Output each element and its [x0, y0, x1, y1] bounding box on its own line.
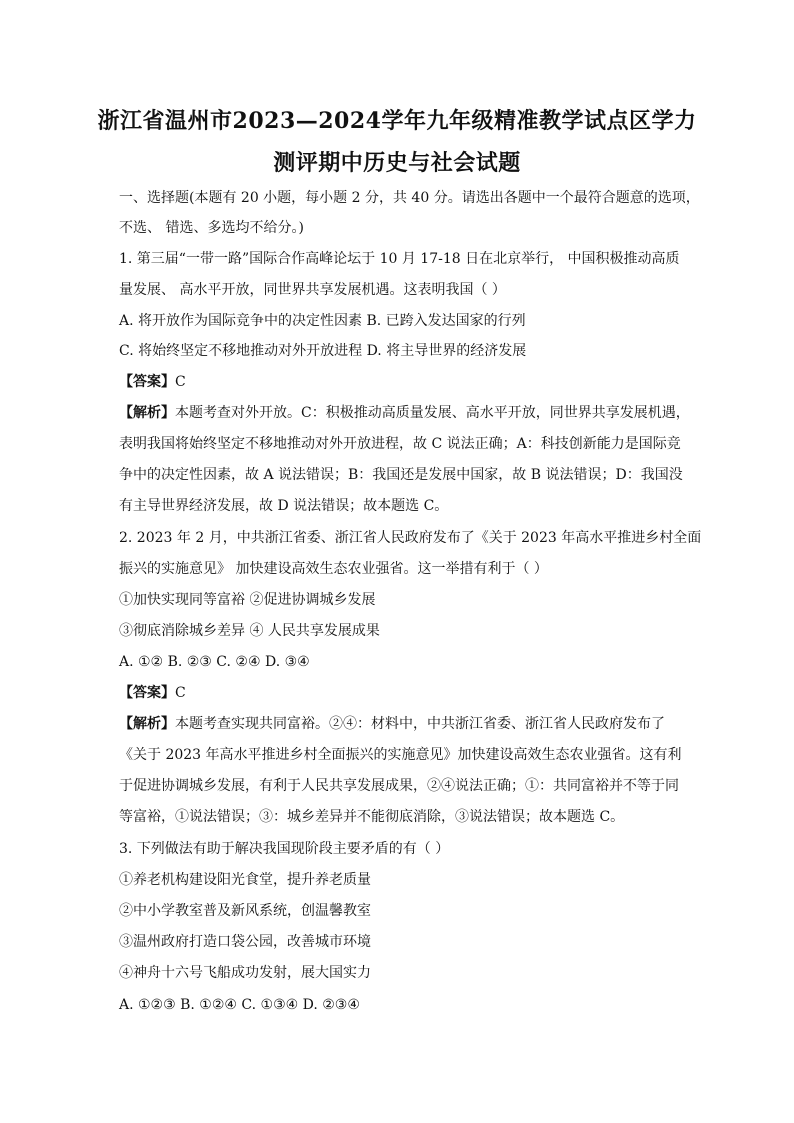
q2-answer-value: C — [175, 685, 186, 701]
q2-stem-line-2: 振兴的实施意见》 加快建设高效生态农业强省。这一举措有利于（ ） — [119, 561, 548, 577]
q1-options-line-1: A. 将开放作为国际竞争中的决定性因素 B. 已跨入发达国家的行列 — [119, 313, 526, 329]
q2-analysis-line-4: 等富裕，①说法错误；③：城乡差异并不能彻底消除，③说法错误；故本题选 C。 — [119, 809, 625, 825]
q1-analysis-tag: 【解析】 — [119, 405, 175, 421]
q1-stem-line-2: 量发展、 高水平开放，同世界共享发展机遇。这表明我国（ ） — [119, 282, 506, 298]
q1-stem-line-1: 1. 第三届“一带一路”国际合作高峰论坛于 10 月 17-18 日在北京举行， 中国积极推动高质 — [119, 251, 680, 267]
q2-items-line-2: ③彻底消除城乡差异 ④ 人民共享发展成果 — [119, 623, 380, 639]
q1-analysis-line-2: 表明我国将始终坚定不移地推动对外开放进程，故 C 说法正确；A：科技创新能力是国际竞 — [119, 436, 681, 452]
page-title-line-1: 浙江省温州市2023—2024学年九年级精准教学试点区学力 — [97, 108, 697, 134]
q2-analysis-line-2: 《关于 2023 年高水平推进乡村全面振兴的实施意见》加快建设高效生态农业强省。这有利 — [119, 747, 682, 763]
q3-item-4: ④神舟十六号飞船成功发射，展大国实力 — [119, 965, 371, 981]
section-instructions-line-1: 一、选择题(本题有 20 小题，每小题 2 分，共 40 分。请选出各题中一个最符合题意的选项， — [119, 190, 700, 206]
q3-item-3: ③温州政府打造口袋公园，改善城市环境 — [119, 934, 371, 950]
section-instructions-line-2: 不选、 错选、多选均不给分。) — [119, 220, 304, 236]
q1-options-line-2: C. 将始终坚定不移地推动对外开放进程 D. 将主导世界的经济发展 — [119, 343, 527, 359]
q2-analysis-tag: 【解析】 — [119, 716, 175, 732]
q3-stem: 3. 下列做法有助于解决我国现阶段主要矛盾的有（ ） — [119, 841, 450, 857]
q2-analysis-line-3: 于促进协调城乡发展，有利于人民共享发展成果，②④说法正确；①：共同富裕并不等于同 — [119, 778, 679, 794]
page-title-line-2: 测评期中历史与社会试题 — [273, 150, 521, 176]
q3-item-2: ②中小学教室普及新风系统，创温馨教室 — [119, 903, 371, 919]
q1-analysis-text-1: 本题考查对外开放。C：积极推动高质量发展、高水平开放，同世界共享发展机遇， — [175, 405, 690, 421]
q1-answer — [119, 372, 186, 392]
q1-answer-tag: 【答案】 — [119, 374, 175, 390]
q2-analysis-line-1 — [119, 714, 665, 734]
q1-analysis-line-4: 有主导世界经济发展，故 D 说法错误；故本题选 C。 — [119, 498, 449, 514]
q2-stem-line-1: 2. 2023 年 2 月，中共浙江省委、浙江省人民政府发布了《关于 2023 年高水平推进乡村全面 — [119, 530, 702, 546]
q2-answer — [119, 683, 186, 703]
q3-item-1: ①养老机构建设阳光食堂，提升养老质量 — [119, 872, 371, 888]
q1-analysis-line-1 — [119, 403, 690, 423]
q2-options: A. ①② B. ②③ C. ②④ D. ③④ — [119, 654, 310, 670]
q2-items-line-1: ①加快实现同等富裕 ②促进协调城乡发展 — [119, 592, 376, 608]
q1-answer-value: C — [175, 374, 186, 390]
q2-analysis-text-1: 本题考查实现共同富裕。②④：材料中，中共浙江省委、浙江省人民政府发布了 — [175, 716, 665, 732]
q2-answer-tag: 【答案】 — [119, 685, 175, 701]
q1-analysis-line-3: 争中的决定性因素，故 A 说法错误；B：我国还是发展中国家，故 B 说法错误；D：我国没 — [119, 467, 683, 483]
q3-options: A. ①②③ B. ①②④ C. ①③④ D. ②③④ — [119, 997, 360, 1013]
